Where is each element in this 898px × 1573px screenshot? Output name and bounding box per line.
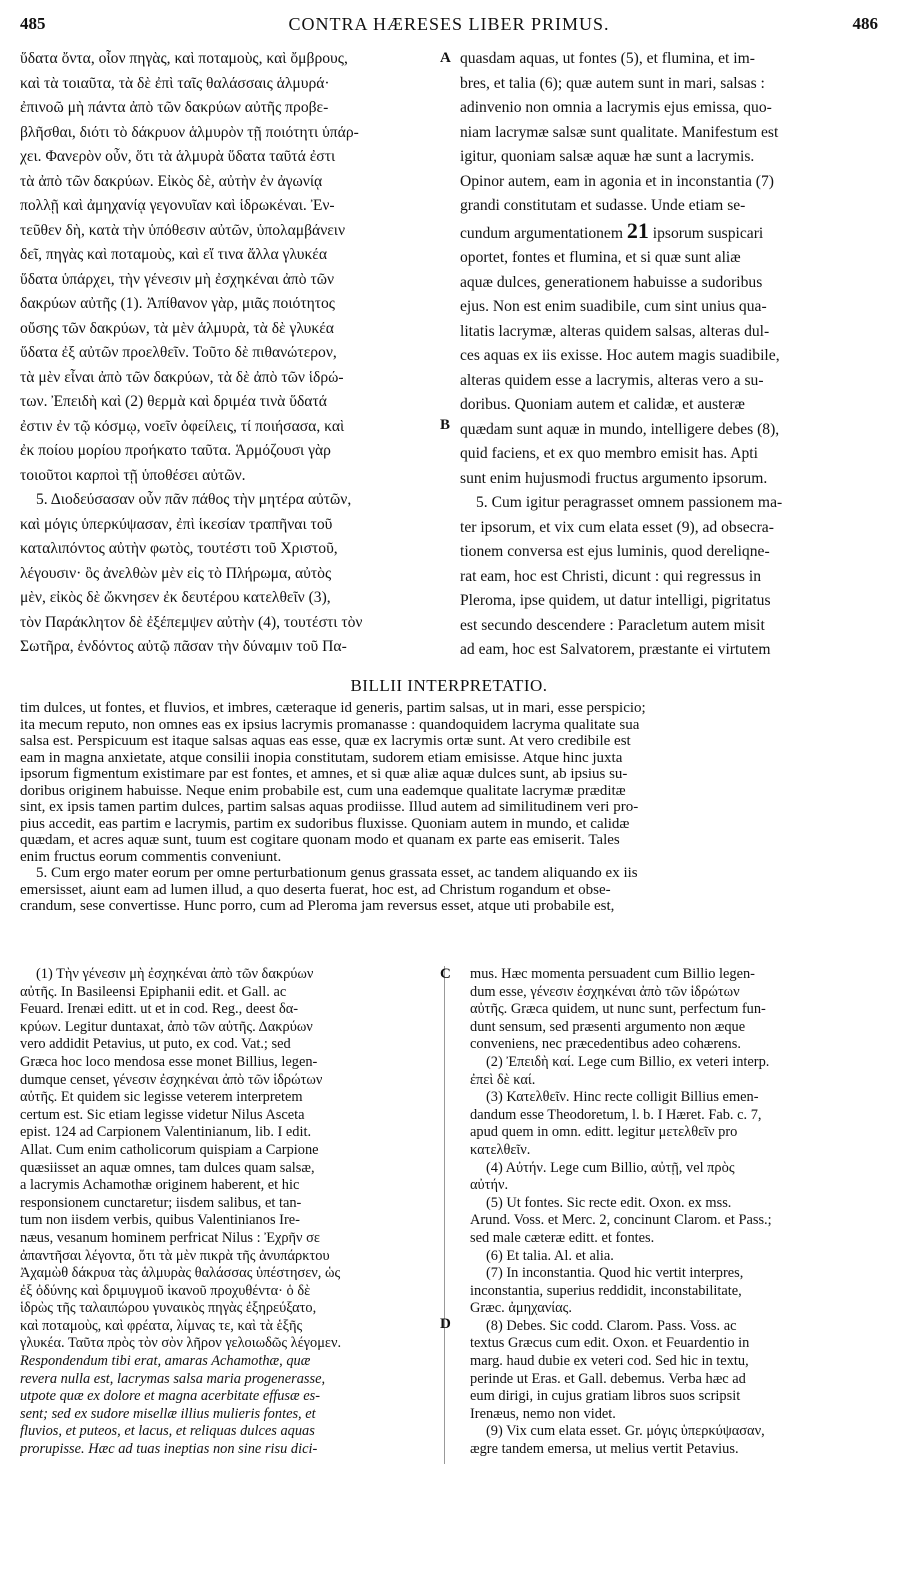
note-line: revera nulla est, lacrymas salsa maria progenerasse,	[20, 1370, 326, 1387]
interpretatio-line: sint, ex ipsis tamen partim dulces, partim salsas aquas prodiisse. Illud autem ad similitudinem veri pro-	[20, 799, 639, 815]
greek-line: βλῆσθαι, διότι τὸ δάκρυον ἁλμυρὸν τῇ ποιότητι ὑπάρ-	[20, 123, 359, 141]
note-line: dumque censet, γένεσιν ἐσχηκέναι ἀπὸ τῶν ἱδρώτων	[20, 1071, 323, 1088]
note-line: Respondendum tibi erat, amaras Achamothæ, quæ	[20, 1353, 311, 1370]
latin-line: grandi constitutam et sudasse. Unde etiam se-	[460, 197, 746, 214]
greek-line: χει. Φανερὸν οὖν, ὅτι τὰ ἁλμυρὰ ὕδατα ταῦτά ἐστι	[20, 148, 336, 165]
note-line: κατελθεῖν.	[470, 1141, 531, 1158]
interpretatio-line: emersisset, aiunt eam ad lumen illud, a quo deserta fuerat, hoc est, ad Christum rogandum et obse-	[20, 881, 611, 898]
note-line: (8) Debes. Sic codd. Clarom. Pass. Voss. ac	[486, 1317, 737, 1334]
note-line: conveniens, nec præcedentibus adeo cohærens.	[470, 1036, 741, 1053]
footnotes-left	[20, 966, 436, 1459]
interpretatio-line: ipsorum figmentum existimare par est fontes, et amnes, et si quæ aliæ aquæ dulces sunt, ab ipsius su-	[20, 766, 628, 782]
greek-line: καταλιπόντος αὐτὴν φωτὸς, τουτέστι τοῦ Χριστοῦ,	[20, 540, 338, 557]
latin-fragment: ipsorum suspicari	[652, 224, 764, 242]
note-line: mus. Hæc momenta persuadent cum Billio legen-	[470, 966, 755, 982]
note-line: epist. 124 ad Carpionem Valentinianum, lib. I edit.	[20, 1124, 312, 1141]
running-title: CONTRA HÆRESES LIBER PRIMUS.	[288, 14, 610, 34]
latin-line: doribus. Quoniam autem et calidæ, et austeræ	[460, 396, 745, 413]
latin-line	[460, 219, 880, 247]
latin-line: 5. Cum igitur peragrasset omnem passionem ma-	[476, 494, 783, 511]
note-line: textus Græcus cum edit. Oxon. et Feuardentio in	[470, 1335, 750, 1352]
note-line: dunt sensum, sed præsenti argumento non æque	[470, 1018, 746, 1035]
note-line: dandum esse Theodoretum, l. b. I Hæret. Fab. c. 7,	[470, 1106, 762, 1123]
latin-line: sunt enim hujusmodi fructus argumento ipsorum.	[460, 469, 768, 487]
interpretatio-line: tim dulces, ut fontes, et fluvios, et imbres, cæteraque id generis, partim salsas, ut in mari, esse perspicio;	[20, 700, 646, 716]
latin-line: quædam sunt aquæ in mundo, intelligere debes (8),	[460, 420, 780, 438]
latin-line: igitur, quoniam salsæ aquæ hæ sunt a lacrymis.	[460, 148, 755, 165]
note-line: Allat. Cum enim catholicorum quispiam a Carpione	[20, 1141, 319, 1158]
latin-line: alteras quidem esse a lacrymis, alteras vero a su-	[460, 371, 764, 389]
note-line: ægre tandem emersa, ut melius vertit Petavius.	[470, 1441, 739, 1458]
footnotes-right	[470, 966, 884, 1459]
latin-line: bres, et talia (6); quæ autem sunt in mari, salsas :	[460, 74, 765, 92]
note-line: Feuard. Irenæi editt. ut et in cod. Reg., deest δα-	[20, 1001, 299, 1018]
latin-line: quid faciens, et ex quo membro emisit has. Apti	[460, 445, 758, 462]
greek-line: ὕδατα ὄντα, οἷον πηγὰς, καὶ ποταμοὺς, καὶ ὄμβρους,	[20, 50, 348, 67]
note-line: sent; sed ex sudore misellæ illius mulieris fontes, et	[20, 1405, 316, 1422]
margin-mark-c: C	[440, 966, 451, 982]
latin-line: oportet, fontes et flumina, et si quæ sunt aliæ	[460, 249, 741, 266]
note-line: Græca hoc loco mendosa esse monet Billius, legen-	[20, 1053, 318, 1070]
note-line: (7) In inconstantia. Quod hic vertit interpres,	[486, 1265, 744, 1282]
latin-line: est secundo descendere : Paracletum autem misit	[460, 616, 765, 634]
greek-line: μὲν, εἰκὸς δὲ ὤκνησεν ἐκ δευτέρου κατελθεῖν (3),	[20, 589, 331, 606]
latin-line: ejus. Non est enim suadibile, cum sint unius qua-	[460, 298, 767, 315]
greek-line: ὕδατα ἐξ αὐτῶν προελθεῖν. Τοῦτο δὲ πιθανώτερον,	[20, 344, 337, 361]
note-line: Arund. Voss. et Merc. 2, concinunt Clarom. et Pass.;	[470, 1212, 772, 1229]
note-line: (1) Τὴν γένεσιν μὴ ἐσχηκέναι ἀπὸ τῶν δακρύων	[36, 966, 314, 982]
latin-line: quasdam aquas, ut fontes (5), et flumina, et im-	[460, 50, 755, 67]
note-line: dum esse, γένεσιν ἐσχηκέναι ἀπὸ τῶν ἱδρώτων	[470, 983, 740, 1000]
greek-line: τοιοῦτοι καρποὶ τῇ ὑποθέσει αὐτῶν.	[20, 466, 246, 484]
interpretatio-line: doribus originem habuisse. Neque enim probabile est, cum una eademque qualitate lacrymæ præditæ	[20, 782, 626, 799]
interpretatio-line: quædam, et acres aquæ sunt, tuum est cogitare quonam modo et quanam ex parte eas emiserit. Tales	[20, 832, 620, 848]
latin-line: aquæ dulces, generationem habuisse a sudoribus	[460, 273, 763, 291]
margin-mark-b: B	[440, 417, 451, 433]
latin-line: rat eam, hoc est Christi, dicunt : qui regressus in	[460, 567, 761, 585]
greek-line: οὔσης τῶν δακρύων, τὰ μὲν ἁλμυρὰ, τὰ δὲ γλυκέα	[20, 319, 334, 337]
greek-line: ἐκ ποίου μορίου προήκατο ταῦτα. Ἁρμόζουσι γὰρ	[20, 442, 331, 459]
greek-line: πολλῇ καὶ ἀμηχανίᾳ γεγονυῖαν καὶ ἱδρωκέναι. Ἐν-	[20, 197, 335, 214]
latin-line: Pleroma, ipse quidem, ut datur intelligi, pigritatus	[460, 592, 771, 609]
note-line: (5) Ut fontes. Sic recte edit. Oxon. ex mss.	[486, 1194, 732, 1211]
greek-line: ὕδατα ὑπάρχει, τὴν γένεσιν μὴ ἐσχηκέναι ἀπὸ τῶν	[20, 270, 335, 288]
greek-line: τὰ μὲν εἶναι ἀπὸ τῶν δακρύων, τὰ δὲ ἀπὸ τῶν ἱδρώ-	[20, 368, 344, 386]
interpretatio-line: salsa est. Perspicuum est itaque salsas aquas eas esse, quæ ex lacrymis ortæ sunt. At vero credibile est	[20, 733, 631, 749]
greek-text-column	[20, 47, 430, 660]
greek-line: ἐπινοῶ μὴ πάντα ἀπὸ τῶν δακρύων αὐτῆς προβε-	[20, 99, 329, 116]
note-line: ἐξ ὀδύνης καὶ δριμυγμοῦ ἱκανοῦ προχυθέντα· ὁ δὲ	[20, 1282, 311, 1299]
note-line: fluvios, et puteos, et lacus, et reliquas dulces aquas	[20, 1423, 315, 1440]
latin-line: ter ipsorum, et vix cum elata esset (9), ad obsecra-	[460, 518, 774, 536]
greek-line: τὰ ἀπὸ τῶν δακρύων. Εἰκὸς δὲ, αὐτὴν ἐν ἀγωνίᾳ	[20, 172, 323, 190]
latin-line: tionem conversa est ejus luminis, quod dereliqne-	[460, 543, 770, 560]
note-line: Græc. ἀμηχανίας.	[470, 1300, 572, 1317]
note-line: marg. haud dubie ex veteri cod. Sed hic in textu,	[470, 1353, 749, 1370]
page-header	[0, 0, 898, 40]
note-line: vero addidit Petavius, ut puto, ex cod. Vat.; sed	[20, 1036, 291, 1053]
greek-line: καὶ μόγις ὑπερκύψασαν, ἐπὶ ἱκεσίαν τραπῆναι τοῦ	[20, 515, 333, 533]
greek-line: τὸν Παράκλητον δὲ ἐξέπεμψεν αὐτὴν (4), τουτέστι τὸν	[20, 613, 363, 631]
note-line: αὐτῆς. In Basileensi Epiphanii edit. et Gall. ac	[20, 983, 287, 1000]
latin-line: litatis lacrymæ, alteras quidem salsas, alteras dul-	[460, 322, 770, 340]
greek-line: καὶ τὰ τοιαῦτα, τὰ δὲ ἐπὶ ταῖς θαλάσσαις ἁλμυρά·	[20, 74, 330, 92]
greek-line: δεῖ, πηγὰς καὶ ποταμοὺς, καὶ εἴ τινα ἄλλα γλυκέα	[20, 246, 328, 263]
interpretatio-title: BILLII INTERPRETATIO.	[350, 676, 548, 695]
note-line: prorupisse. Hæc ad tuas ineptias non sine risu dici-	[20, 1441, 318, 1458]
note-line: αὐτῆς. Et quidem sic legisse veterem interpretem	[20, 1089, 303, 1106]
note-line: καὶ ποταμοὺς, καὶ φρέατα, λίμνας τε, καὶ τὰ ἑξῆς	[20, 1317, 303, 1334]
note-line: γλυκέα. Ταῦτα πρὸς τὸν σὸν λῆρον γελοιωδῶς λέγομεν.	[20, 1335, 342, 1352]
note-line: næus, vesanum hominem perfricat Nilus : Ἐχρῆν σε	[20, 1229, 320, 1246]
greek-line: των. Ἐπειδὴ καὶ (2) θερμὰ καὶ δριμέα τινὰ ὕδατά	[20, 393, 327, 410]
latin-line: adinvenio non omnia a lacrymis ejus emissa, quo-	[460, 99, 772, 116]
greek-line: λέγουσιν· ὃς ἀνελθὼν μὲν εἰς τὸ Πλήρωμα, αὐτὸς	[20, 564, 332, 582]
page-number-right: 486	[852, 14, 878, 33]
note-line: (4) Αὐτήν. Lege cum Billio, αὐτῇ, vel πρὸς	[486, 1159, 735, 1176]
interpretatio-line: crandum, sese convertisse. Hunc porro, cum ad Pleroma jam reversus esset, atque uti probabile est,	[20, 898, 615, 914]
latin-fragment: cundum argumentationem	[460, 224, 623, 242]
section-number: 21	[626, 217, 649, 243]
latin-line: ad eam, hoc est Salvatorem, præstante ei virtutem	[460, 641, 771, 658]
interpretatio-block	[20, 700, 880, 915]
interpretatio-line: ita mecum reputo, non omnes eas ex ipsius lacrymis promanasse : quandoquidem lacryma qualitate sua	[20, 716, 640, 733]
note-line: perinde ut Eras. et Gall. debemus. Verba hæc ad	[470, 1370, 746, 1387]
note-line: ἐπεὶ δὲ καί.	[470, 1071, 536, 1088]
latin-line: ces aquas ex iis exisse. Hoc autem magis suadibile,	[460, 347, 780, 364]
note-line: αὐτῆς. Græca quidem, ut nunc sunt, perfectum fun-	[470, 1001, 766, 1018]
note-line: inconstantia, superius reddidit, inconstabilitate,	[470, 1282, 742, 1299]
note-line: Ἀχαμὼθ δάκρυα τὰς ἁλμυρὰς θαλάσσας ὑπέστησεν, ὡς	[20, 1265, 341, 1282]
note-line: αὐτήν.	[470, 1177, 509, 1194]
note-line: (2) Ἐπειδὴ καί. Lege cum Billio, ex veteri interp.	[486, 1053, 770, 1070]
latin-line: Opinor autem, eam in agonia et in inconstantia (7)	[460, 172, 774, 190]
note-line: tum non iisdem verbis, quibus Valentinianos Ire-	[20, 1212, 300, 1229]
greek-line: ἐστιν ἐν τῷ κόσμῳ, νοεῖν ὀφείλεις, τί ποιήσασα, καὶ	[20, 417, 345, 435]
interpretatio-line: enim fructus eorum commentis conveniunt.	[20, 848, 282, 865]
interpretatio-line: 5. Cum ergo mater eorum per omne perturbationum genus grassata esset, ac tandem aliquando ex iis	[36, 865, 638, 881]
greek-line: 5. Διοδεύσασαν οὖν πᾶν πάθος τὴν μητέρα αὐτῶν,	[36, 491, 352, 508]
note-line: apud quem in omn. editt. legitur μετελθεῖν pro	[470, 1124, 738, 1141]
note-line: κρύων. Legitur duntaxat, ἀπὸ τῶν αὐτῆς. Δακρύων	[20, 1018, 313, 1035]
margin-mark-a: A	[440, 50, 451, 66]
latin-text-column	[460, 47, 880, 663]
note-line: (9) Vix cum elata esset. Gr. μόγις ὑπερκύψασαν,	[486, 1423, 765, 1440]
note-line: quæsiisset an aquæ omnes, tam dulces quam salsæ,	[20, 1159, 315, 1176]
note-line: Irenæus, nemo non videt.	[470, 1405, 616, 1422]
notes-divider	[444, 966, 445, 1464]
greek-line: δακρύων αὐτῆς (1). Ἀπίθανον γὰρ, μιᾶς ποιότητος	[20, 295, 335, 312]
note-line: a lacrymis Achamothæ originem haberent, et hic	[20, 1177, 300, 1194]
note-line: (6) Et talia. Al. et alia.	[486, 1247, 614, 1264]
greek-line: Σωτῆρα, ἐνδόντος αὐτῷ πᾶσαν τὴν δύναμιν τοῦ Πα-	[20, 638, 347, 655]
note-line: sed male cæteræ editt. et fontes.	[470, 1229, 655, 1246]
margin-mark-d: D	[440, 1316, 451, 1332]
page-number-left: 485	[20, 14, 46, 33]
latin-line: niam lacrymæ salsæ sunt qualitate. Manifestum est	[460, 123, 779, 141]
note-line: certum est. Sic etiam legisse videtur Nilus Asceta	[20, 1106, 305, 1123]
greek-line: τεῦθεν δὴ, κατὰ τὴν ὑπόθεσιν αὐτῶν, ὑπολαμβάνειν	[20, 221, 346, 239]
note-line: utpote quæ ex dolore et magna acerbitate effusæ es-	[20, 1388, 321, 1405]
interpretatio-line: eam in magna anxietate, atque consilii inopia constitutam, sudorem etiam emisisse. Atque hinc juxta	[20, 749, 623, 766]
interpretatio-line: pius accedit, eas partim e lacrymis, partim ex sudoribus fluxisse. Quoniam autem in mundo, et calidæ	[20, 815, 630, 832]
note-line: ἱδρὼς τῆς ταλαιπώρου γυναικὸς πηγὰς ἐξηρεύξατο,	[20, 1300, 317, 1317]
note-line: ἀπαντῆσαι λέγοντα, ὅτι τὰ μὲν πικρὰ τῆς ἀνυπάρκτου	[20, 1247, 330, 1264]
note-line: (3) Κατελθεῖν. Hinc recte colligit Billius emen-	[486, 1089, 759, 1106]
note-line: responsionem cunctaretur; iisdem salibus, et tan-	[20, 1194, 302, 1211]
note-line: eum dirigi, in cujus gratiam libros suos scripsit	[470, 1388, 741, 1405]
